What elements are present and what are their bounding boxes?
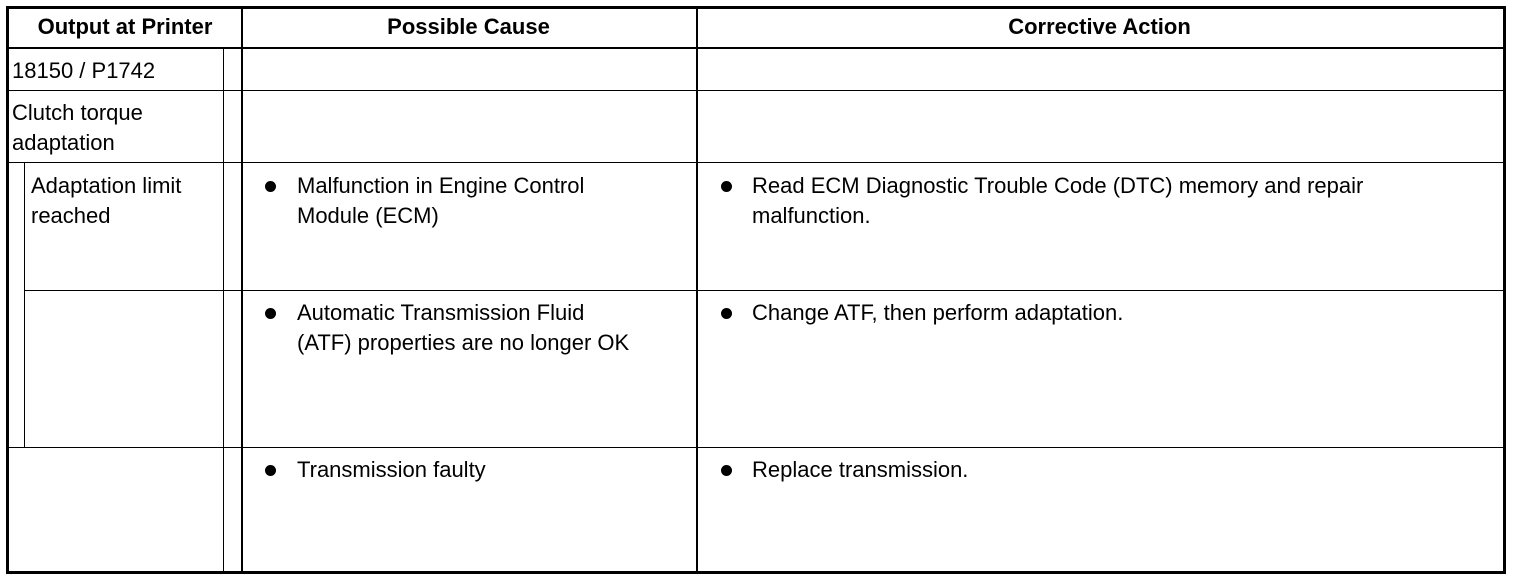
row-divider-cause-2 bbox=[6, 447, 1506, 448]
header-possible-cause: Possible Cause bbox=[387, 14, 550, 39]
header-output-at-printer: Output at Printer bbox=[37, 14, 213, 39]
bullet-icon bbox=[265, 181, 276, 192]
action-1-line-2: malfunction. bbox=[752, 203, 871, 228]
col-divider-inner bbox=[223, 48, 224, 574]
fault-title-line-1: Clutch torque bbox=[12, 100, 143, 125]
cause-1-line-2: Module (ECM) bbox=[297, 203, 439, 228]
action-2-line-1: Change ATF, then perform adaptation. bbox=[752, 300, 1124, 325]
cause-1-line-1: Malfunction in Engine Control bbox=[297, 173, 585, 198]
bullet-icon bbox=[721, 308, 732, 319]
condition-line-1: Adaptation limit bbox=[31, 173, 182, 198]
row-divider-code bbox=[6, 90, 1506, 91]
cause-3-line-1: Transmission faulty bbox=[297, 457, 486, 482]
bullet-icon bbox=[265, 308, 276, 319]
row-divider-cause-1 bbox=[24, 290, 1506, 291]
header-corrective-action: Corrective Action bbox=[1008, 14, 1191, 39]
col-divider-indent bbox=[24, 162, 25, 448]
cause-2-line-1: Automatic Transmission Fluid bbox=[297, 300, 585, 325]
bullet-icon bbox=[265, 465, 276, 476]
row-divider-header bbox=[6, 47, 1506, 49]
action-1-line-1: Read ECM Diagnostic Trouble Code (DTC) memory and repair bbox=[752, 173, 1364, 198]
row-divider-title bbox=[6, 162, 1506, 163]
action-3-line-1: Replace transmission. bbox=[752, 457, 969, 482]
bullet-icon bbox=[721, 465, 732, 476]
trouble-code: 18150 / P1742 bbox=[12, 58, 156, 83]
fault-title-line-2: adaptation bbox=[12, 130, 115, 155]
bullet-icon bbox=[721, 181, 732, 192]
condition-line-2: reached bbox=[31, 203, 111, 228]
cause-2-line-2: (ATF) properties are no longer OK bbox=[297, 330, 630, 355]
